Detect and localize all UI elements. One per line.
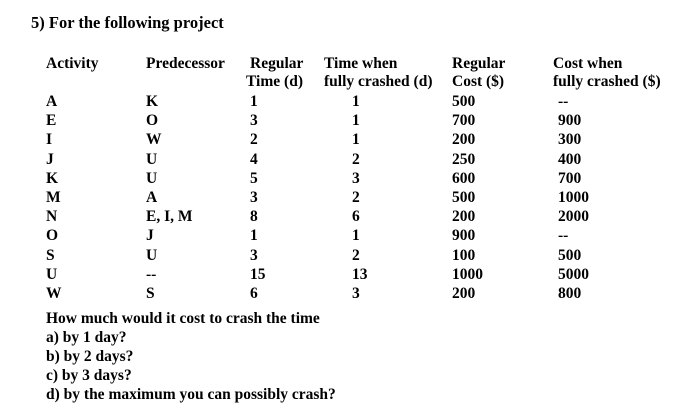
question-part-d: d) by the maximum you can possibly crash? xyxy=(46,386,336,403)
cell-predecessor: O xyxy=(146,112,159,130)
cell-predecessor: J xyxy=(146,227,154,245)
header-crash-cost-line1: Cost when xyxy=(553,55,623,72)
cell-activity: O xyxy=(46,227,59,245)
cell-regular-cost: 250 xyxy=(452,150,476,168)
cell-activity: U xyxy=(46,265,58,283)
cell-predecessor: U xyxy=(146,246,158,264)
cell-regular-time: 4 xyxy=(250,150,258,168)
cell-regular-cost: 900 xyxy=(452,227,476,245)
cell-regular-time: 5 xyxy=(250,169,258,187)
cell-crash-time: 1 xyxy=(352,112,360,130)
cell-regular-cost: 500 xyxy=(452,93,476,110)
cell-crash-cost: 1000 xyxy=(558,189,589,206)
cell-predecessor: E, I, M xyxy=(146,208,193,226)
cell-crash-time: 2 xyxy=(352,189,360,206)
cell-activity: W xyxy=(46,285,62,302)
cell-crash-cost: -- xyxy=(558,93,569,110)
cell-crash-time: 1 xyxy=(352,93,360,110)
cell-regular-time: 2 xyxy=(250,131,258,149)
cell-regular-time: 8 xyxy=(250,208,258,226)
cell-regular-time: 3 xyxy=(250,189,258,206)
cell-predecessor: U xyxy=(146,169,158,187)
cell-crash-time: 2 xyxy=(352,150,360,168)
cell-activity: J xyxy=(46,150,54,168)
cell-regular-cost: 600 xyxy=(452,169,476,187)
cell-predecessor: K xyxy=(146,93,159,110)
cell-predecessor: U xyxy=(146,150,158,168)
cell-crash-time: 1 xyxy=(352,227,360,245)
cell-crash-cost: 900 xyxy=(558,112,582,130)
header-regular-time-line1: Regular xyxy=(250,55,304,72)
cell-activity: A xyxy=(46,93,58,110)
header-regular-cost-line1: Regular xyxy=(452,55,506,72)
cell-regular-time: 3 xyxy=(250,112,258,130)
cell-crash-time: 3 xyxy=(352,285,360,302)
cell-activity: S xyxy=(46,246,55,264)
cell-regular-time: 15 xyxy=(250,265,266,283)
page-title: 5) For the following project xyxy=(31,13,224,32)
header-crash-cost-line2: fully crashed ($) xyxy=(553,73,661,90)
cell-activity: K xyxy=(46,169,59,187)
cell-crash-time: 13 xyxy=(352,265,368,283)
cell-regular-time: 1 xyxy=(250,227,258,245)
cell-crash-cost: 500 xyxy=(558,246,582,264)
cell-activity: I xyxy=(46,131,53,149)
cell-predecessor: W xyxy=(146,131,162,149)
cell-crash-time: 3 xyxy=(352,169,360,187)
header-activity: Activity xyxy=(46,55,99,72)
cell-crash-cost: 2000 xyxy=(558,208,589,226)
cell-regular-time: 3 xyxy=(250,246,258,264)
cell-crash-cost: 800 xyxy=(558,285,582,302)
header-regular-time-line2: Time (d) xyxy=(246,73,303,90)
cell-regular-cost: 1000 xyxy=(452,265,483,283)
cell-regular-cost: 200 xyxy=(452,285,476,302)
cell-regular-cost: 700 xyxy=(452,112,476,130)
cell-crash-time: 1 xyxy=(352,131,360,149)
header-crash-time-line1: Time when xyxy=(324,55,398,72)
cell-crash-cost: 400 xyxy=(558,150,582,168)
header-crash-time-line2: fully crashed (d) xyxy=(324,73,433,90)
cell-regular-time: 6 xyxy=(250,285,258,302)
cell-regular-cost: 100 xyxy=(452,246,476,264)
cell-regular-cost: 500 xyxy=(452,189,476,206)
question-part-c: c) by 3 days? xyxy=(46,367,132,384)
cell-activity: E xyxy=(46,112,57,130)
cell-crash-cost: 700 xyxy=(558,169,582,187)
header-predecessor: Predecessor xyxy=(146,55,225,72)
cell-regular-cost: 200 xyxy=(452,131,476,149)
cell-predecessor: S xyxy=(146,285,155,302)
cell-predecessor: -- xyxy=(146,265,157,283)
cell-activity: M xyxy=(46,189,61,206)
question-part-a: a) by 1 day? xyxy=(46,329,127,346)
cell-crash-cost: 5000 xyxy=(558,265,589,283)
cell-crash-time: 6 xyxy=(352,208,360,226)
cell-regular-time: 1 xyxy=(250,93,258,110)
cell-predecessor: A xyxy=(146,189,158,206)
cell-crash-cost: -- xyxy=(558,227,569,245)
header-regular-cost-line2: Cost ($) xyxy=(452,73,505,90)
cell-regular-cost: 200 xyxy=(452,208,476,226)
cell-crash-cost: 300 xyxy=(558,131,582,149)
question-part-b: b) by 2 days? xyxy=(46,348,134,365)
question-text: How much would it cost to crash the time xyxy=(46,310,320,327)
cell-activity: N xyxy=(46,208,58,226)
cell-crash-time: 2 xyxy=(352,246,360,264)
